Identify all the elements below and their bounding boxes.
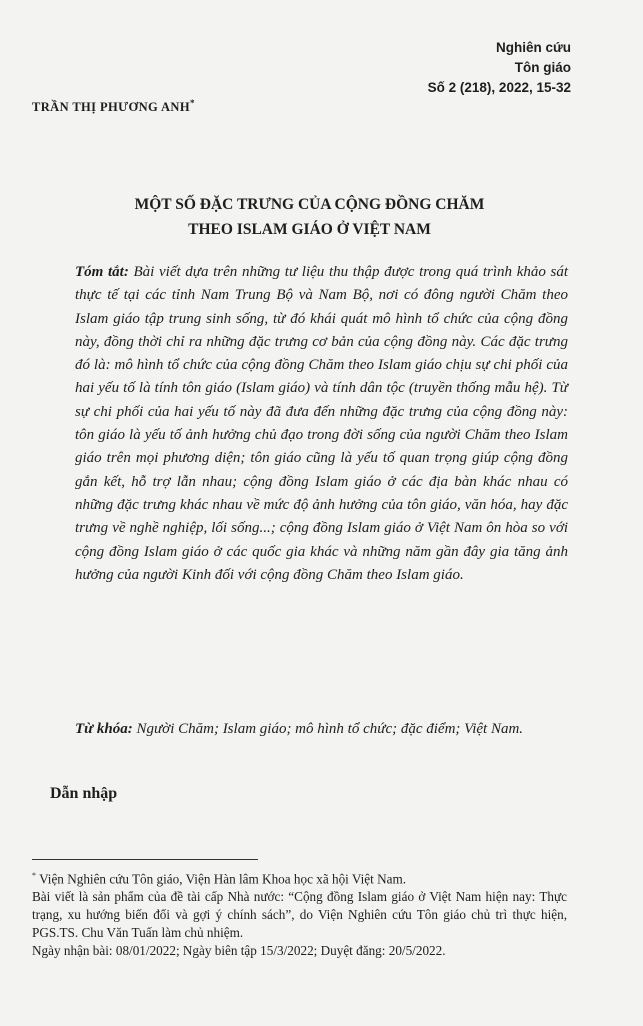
abstract-label: Tóm tắt: — [75, 264, 129, 280]
abstract — [75, 261, 568, 587]
keywords-text: Người Chăm; Islam giáo; mô hình tổ chức; đặc điểm; Việt Nam. — [136, 721, 524, 737]
footnote-affiliation-text: Viện Nghiên cứu Tôn giáo, Viện Hàn lâm Khoa học xã hội Việt Nam. — [39, 871, 407, 887]
author-name — [32, 98, 195, 115]
keywords — [75, 718, 568, 741]
abstract-text: Bài viết dựa trên những tư liệu thu thập được trong quá trình khảo sát thực tế tại các tỉnh Nam Trung Bộ và Nam Bộ, nơi có đông người Chăm theo Islam giáo tập trung sinh sống, từ đó khái quát mô hình tổ chức của cộng đồng này, đồng thời chỉ ra những đặc trưng cơ bản của cộng đồng này. Các đặc trưng đó là: mô hình tổ chức của cộng đồng Chăm theo Islam giáo chịu sự chi phối của hai yếu tố là tính tôn giáo (Islam giáo) và tính dân tộc (truyền thống mẫu hệ). Từ sự chi phối của hai yếu tố này đã đưa đến những đặc trưng của cộng đồng này: tôn giáo là yếu tố ảnh hưởng chủ đạo trong đời sống của người Chăm theo Islam giáo trên mọi phương diện; tôn giáo cũng là yếu tố quan trọng giúp cộng đồng gắn kết, hỗ trợ lẫn nhau; cộng đồng Islam giáo ở các địa bàn khác nhau có những đặc trưng khác nhau về mức độ ảnh hưởng của tôn giáo, văn hóa, hay đặc trưng về nghề nghiệp, lối sống...; cộng đồng Islam giáo ở Việt Nam ôn hòa so với cộng đồng Islam giáo ở các quốc gia khác và những năm gần đây gia tăng ảnh hưởng của người Kinh đối với cộng đồng Chăm theo Islam giáo. — [75, 264, 569, 583]
footnote-project: Bài viết là sản phẩm của đề tài cấp Nhà nước: “Cộng đồng Islam giáo ở Việt Nam hiện nay: Thực trạng, xu hướng biến đổi và gợi ý chính sách”, do Viện Nghiên cứu Tôn giáo chủ trì thực hiện, PGS.TS. Chu Văn Tuấn làm chủ nhiệm. — [32, 889, 567, 941]
journal-header — [428, 38, 571, 98]
article-title-line1: MỘT SỐ ĐẶC TRƯNG CỦA CỘNG ĐỒNG CHĂM — [134, 196, 485, 213]
journal-name-line1: Nghiên cứu — [495, 40, 571, 55]
footnotes — [32, 867, 567, 960]
footnote-marker: * — [32, 871, 36, 880]
journal-name-line2: Tôn giáo — [514, 60, 571, 75]
keywords-label: Từ khóa: — [75, 721, 133, 737]
article-title — [32, 192, 587, 242]
footnote-divider — [32, 859, 258, 860]
article-title-line2: THEO ISLAM GIÁO Ở VIỆT NAM — [188, 221, 431, 238]
footnote-dates: Ngày nhận bài: 08/01/2022; Ngày biên tập 15/3/2022; Duyệt đăng: 20/5/2022. — [32, 943, 446, 959]
section-heading: Dẫn nhập — [50, 785, 118, 802]
author-name-text: TRẦN THỊ PHƯƠNG ANH — [32, 100, 190, 115]
author-footnote-marker: * — [189, 98, 195, 108]
footnote-affiliation — [32, 867, 567, 888]
journal-issue: Số 2 (218), 2022, 15-32 — [427, 80, 571, 95]
